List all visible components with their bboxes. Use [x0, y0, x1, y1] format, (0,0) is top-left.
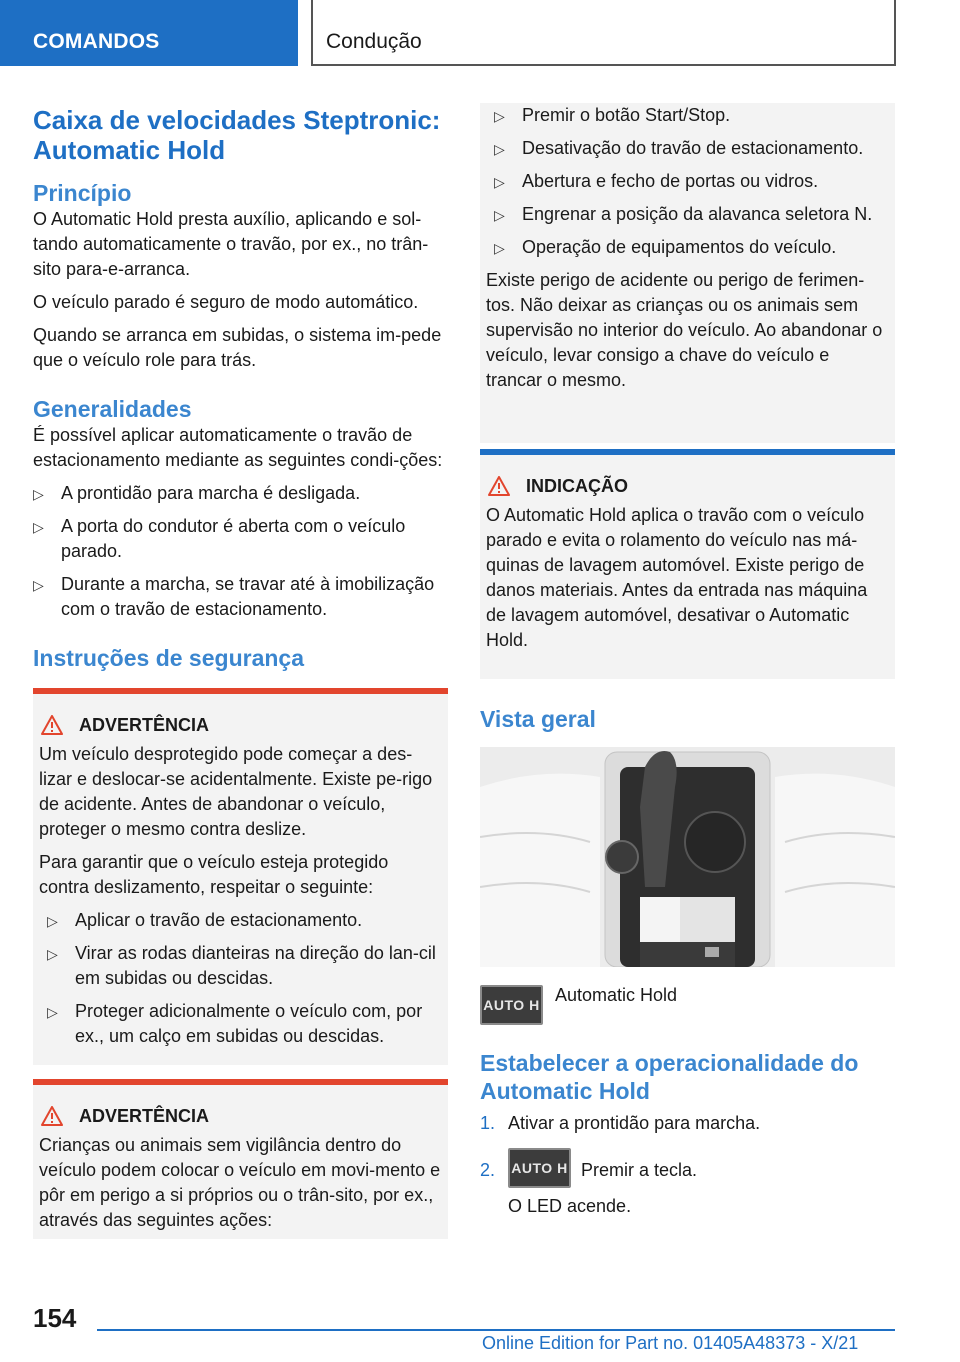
triangle-right-icon: ▷: [47, 946, 58, 962]
warning-paragraph-1: Um veículo desprotegido pode começar a des-lizar e deslocar-se acidentalmente. Existe pe-rigo de acidente. Antes de abandonar o veículo, proteger o mesmo contra deslize.: [39, 744, 433, 839]
list-item: ▷ Durante a marcha, se travar até à imobilização com o travão de estacionamento.: [33, 574, 435, 619]
triangle-right-icon: ▷: [47, 913, 58, 929]
button-caption: Automatic Hold: [555, 985, 678, 1005]
warning-title: ADVERTÊNCIA: [79, 715, 210, 735]
step-number: 2.: [480, 1160, 496, 1180]
list-item: ▷ Premir o botão Start/Stop.: [494, 103, 889, 128]
section-tab-label: COMANDOS: [33, 30, 160, 53]
list-item: ▷ Virar as rodas dianteiras na direção do lan-cil em subidas ou descidas.: [47, 943, 436, 988]
continued-warning-box: [480, 103, 895, 443]
establish-heading: Estabelecer a operacionalidade do Automatic Hold: [480, 1050, 859, 1104]
step-result: O LED acende.: [508, 1196, 632, 1216]
principle-paragraph-2: O veículo parado é seguro de modo automático.: [33, 292, 419, 312]
list-item: ▷ Engrenar a posição da alavanca seletora N.: [494, 202, 889, 227]
warning-triangle-icon: [41, 1106, 63, 1126]
note-title: INDICAÇÃO: [526, 476, 628, 496]
warning-triangle-icon: [488, 476, 510, 496]
warning-box-1: [33, 688, 448, 1065]
warning-triangle-icon: [41, 715, 63, 735]
triangle-right-icon: ▷: [33, 577, 44, 593]
auto-hold-button-icon: AUTO H: [480, 985, 543, 1025]
general-list: [33, 481, 448, 622]
gear-selector-illustration: [480, 747, 895, 967]
right-column: [480, 103, 895, 1219]
list-item: ▷ Desativação do travão de estacionamento.: [494, 136, 889, 161]
triangle-right-icon: ▷: [33, 519, 44, 535]
list-item: [480, 1148, 895, 1219]
warning-paragraph-2: Para garantir que o veículo esteja protegido contra deslizamento, respeitar o seguinte:: [39, 852, 389, 897]
continued-paragraph: Existe perigo de acidente ou perigo de ferimen-tos. Não deixar as crianças ou os animais sem supervisão no interior do veículo. Ao abandonar o veículo, levar consigo a chave do veículo e trancar o mesmo.: [486, 270, 883, 390]
triangle-right-icon: ▷: [494, 174, 505, 190]
left-column: [33, 103, 448, 1239]
page-number: 154: [33, 1303, 77, 1333]
list-item: ▷ Abertura e fecho de portas ou vidros.: [494, 169, 889, 194]
triangle-right-icon: ▷: [494, 207, 505, 223]
list-item: ▷ A prontidão para marcha é desligada.: [33, 481, 448, 506]
triangle-right-icon: ▷: [494, 108, 505, 124]
chapter-header: [311, 0, 896, 66]
note-paragraph: O Automatic Hold aplica o travão com o veículo parado e evita o rolamento do veículo nas má-quinas de lavagem automóvel. Existe perigo de danos materiais. Antes da entrada nas máquina de lavagem automóvel, desativar o Automatic Hold.: [486, 505, 868, 650]
step-number: 1.: [480, 1113, 496, 1133]
triangle-right-icon: ▷: [33, 486, 44, 502]
triangle-right-icon: ▷: [47, 1004, 58, 1020]
steps-list: [480, 1111, 895, 1219]
list-item: ▷ Operação de equipamentos do veículo.: [494, 235, 889, 260]
footer-divider: [97, 1329, 895, 1331]
general-paragraph: É possível aplicar automaticamente o travão de estacionamento mediante as seguintes condi-ções:: [33, 425, 443, 470]
list-item: ▷ Aplicar o travão de estacionamento.: [47, 908, 442, 933]
list-item: [480, 1111, 895, 1136]
triangle-right-icon: ▷: [494, 240, 505, 256]
warning-list: [39, 908, 442, 1049]
list-item: ▷ Proteger adicionalmente o veículo com, por ex., um calço em subidas ou descidas.: [47, 1001, 423, 1046]
footer-edition: Online Edition for Part no. 01405A48373 - X/21: [482, 1333, 859, 1353]
warning-box-2: [33, 1079, 448, 1239]
center-console-photo: [480, 747, 895, 967]
principle-paragraph-1: O Automatic Hold presta auxílio, aplicando e sol-tando automaticamente o travão, por ex., no trân-sito para-e-arranca.: [33, 209, 429, 279]
triangle-right-icon: ▷: [494, 141, 505, 157]
principle-paragraph-3: Quando se arranca em subidas, o sistema im-pede que o veículo role para trás.: [33, 325, 442, 370]
chapter-title: Condução: [326, 30, 422, 53]
step-text: Ativar a prontidão para marcha.: [508, 1113, 761, 1133]
safety-heading: Instruções de segurança: [33, 645, 304, 671]
warning-paragraph: Crianças ou animais sem vigilância dentro do veículo podem colocar o veículo em movi-mento e pôr em perigo a si próprios ou o trân-sito, por ex., através das seguintes ações:: [39, 1135, 441, 1230]
step-text: Premir a tecla.: [581, 1160, 698, 1180]
principle-heading: Princípio: [33, 180, 132, 206]
list-item: ▷ A porta do condutor é aberta com o veículo parado.: [33, 516, 406, 561]
warning-title: ADVERTÊNCIA: [79, 1106, 210, 1126]
page-title: Caixa de velocidades Steptronic: Automatic Hold: [33, 105, 441, 165]
overview-heading: Vista geral: [480, 706, 596, 732]
note-box: [480, 449, 895, 679]
continued-list: [486, 103, 889, 260]
auto-hold-button-icon: AUTO H: [508, 1148, 571, 1188]
section-tab[interactable]: [0, 0, 298, 66]
button-legend: [480, 985, 895, 1025]
general-heading: Generalidades: [33, 396, 192, 422]
